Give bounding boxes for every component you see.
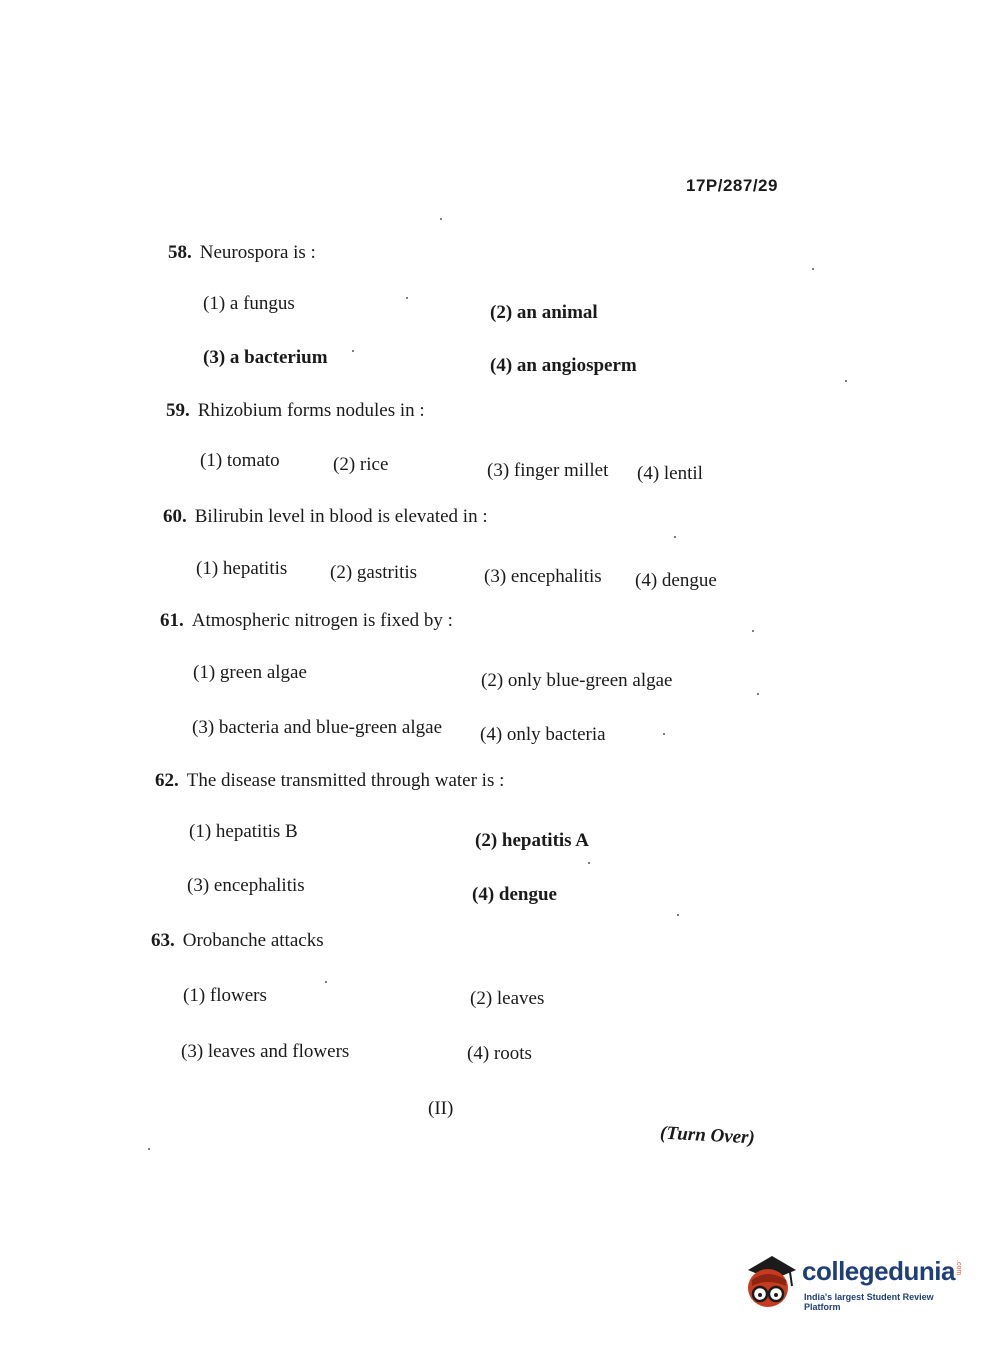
scan-speck	[325, 981, 327, 983]
option-60-1: (1) hepatitis	[196, 558, 288, 579]
scan-speck	[757, 693, 759, 695]
question-text: Neurospora is :	[199, 242, 316, 263]
question-63	[151, 930, 324, 952]
option-60-3: (3) encephalitis	[484, 566, 602, 587]
option-60-4: (4) dengue	[635, 570, 717, 591]
logo-wordmark: collegedunia	[802, 1256, 955, 1286]
logo-suffix: .com	[955, 1260, 962, 1276]
option-61-3: (3) bacteria and blue-green algae	[192, 717, 443, 738]
option-61-4: (4) only bacteria	[480, 724, 606, 745]
option-63-1: (1) flowers	[183, 985, 267, 1006]
question-number: 61.	[160, 610, 184, 631]
scan-speck	[440, 218, 442, 220]
paper-code: 17P/287/29	[686, 176, 778, 195]
option-63-2: (2) leaves	[470, 988, 545, 1009]
question-text: Bilirubin level in blood is elevated in :	[194, 506, 488, 527]
page-number: (II)	[428, 1098, 454, 1119]
collegedunia-watermark	[742, 1250, 972, 1314]
logo-tagline: India's largest Student Review Platform	[804, 1292, 934, 1312]
question-number: 62.	[155, 770, 179, 791]
scan-speck	[148, 1148, 150, 1150]
question-text: Rhizobium forms nodules in :	[197, 400, 425, 421]
option-62-1: (1) hepatitis B	[189, 821, 298, 842]
question-number: 59.	[166, 400, 190, 421]
scan-speck	[752, 630, 754, 632]
scan-speck	[674, 536, 676, 538]
option-62-3: (3) encephalitis	[187, 875, 305, 896]
scan-speck	[352, 350, 354, 352]
scan-speck	[812, 268, 814, 270]
scan-speck	[845, 380, 847, 382]
scan-speck	[406, 297, 408, 299]
question-61	[160, 610, 453, 632]
option-59-4: (4) lentil	[637, 463, 703, 484]
question-62	[155, 770, 504, 792]
question-text: Orobanche attacks	[182, 930, 324, 951]
option-63-4: (4) roots	[467, 1043, 532, 1064]
question-text: Atmospheric nitrogen is fixed by :	[191, 610, 453, 631]
scan-speck	[663, 733, 665, 735]
option-58-2: (2) an animal	[490, 302, 598, 323]
option-59-1: (1) tomato	[200, 450, 280, 471]
option-59-2: (2) rice	[333, 454, 389, 475]
option-60-2: (2) gastritis	[330, 562, 418, 583]
question-number: 63.	[151, 930, 175, 951]
question-59	[166, 400, 425, 422]
option-58-4: (4) an angiosperm	[490, 355, 637, 376]
option-58-3: (3) a bacterium	[203, 347, 328, 368]
scan-speck	[677, 914, 679, 916]
mascot-icon	[742, 1250, 800, 1312]
option-59-3: (3) finger millet	[487, 460, 609, 481]
option-61-1: (1) green algae	[193, 662, 307, 683]
option-62-2: (2) hepatitis A	[475, 830, 589, 851]
scan-speck	[588, 862, 590, 864]
question-number: 60.	[163, 506, 187, 527]
option-61-2: (2) only blue-green algae	[481, 670, 673, 691]
question-58	[168, 242, 316, 264]
option-63-3: (3) leaves and flowers	[181, 1041, 350, 1062]
option-58-1: (1) a fungus	[203, 293, 295, 314]
question-60	[163, 506, 488, 528]
turn-over-note: (Turn Over)	[659, 1122, 756, 1149]
question-number: 58.	[168, 242, 192, 263]
option-62-4: (4) dengue	[472, 884, 557, 905]
question-text: The disease transmitted through water is :	[186, 770, 505, 791]
